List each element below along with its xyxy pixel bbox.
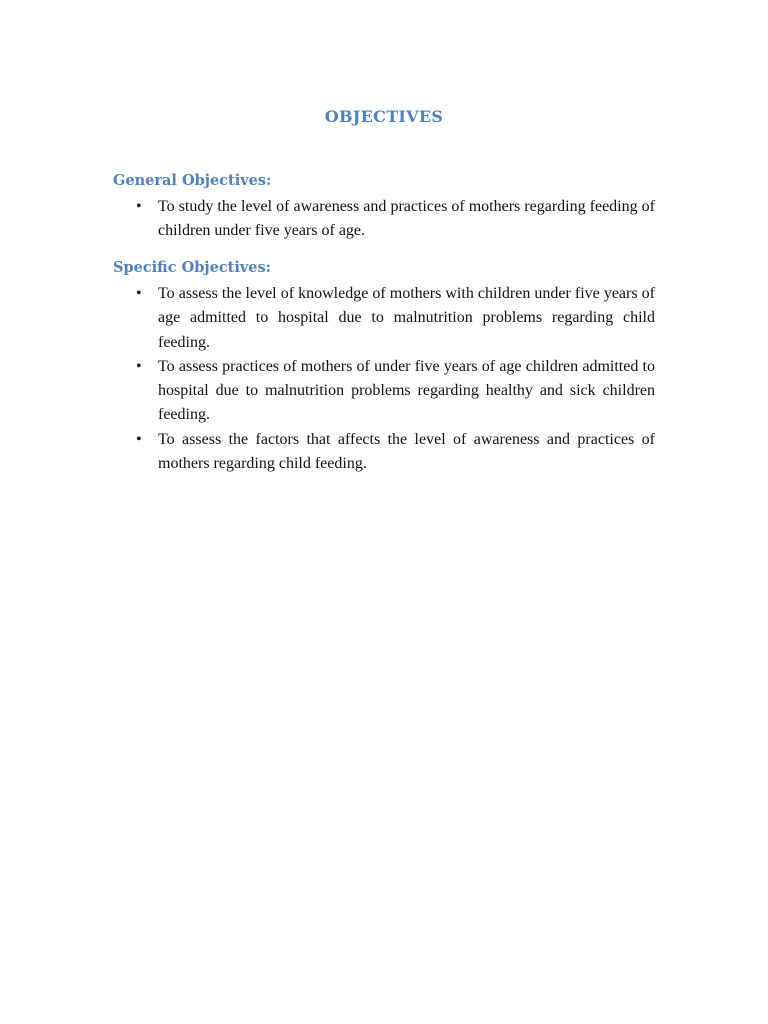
general-objectives-list bbox=[113, 195, 655, 244]
general-objectives-section bbox=[113, 171, 655, 244]
list-item bbox=[113, 195, 655, 244]
specific-objectives-list bbox=[113, 282, 655, 476]
list-item bbox=[113, 428, 655, 477]
page-title: OBJECTIVES bbox=[324, 107, 444, 126]
objective-text: To assess the factors that affects the level of awareness and practices of mothers regarding child feeding. bbox=[158, 430, 655, 473]
bullet-icon: • bbox=[136, 430, 142, 448]
list-item bbox=[113, 355, 655, 428]
specific-objectives-heading: Specific Objectives: bbox=[113, 259, 272, 276]
bullet-icon: • bbox=[136, 198, 142, 215]
objective-text: To assess practices of mothers of under five years of age children admitted to hospital due to malnutrition problems regarding healthy and sick children feeding. bbox=[158, 357, 655, 424]
general-objectives-heading: General Objectives: bbox=[113, 172, 272, 189]
specific-objectives-section bbox=[113, 258, 655, 476]
bullet-icon: • bbox=[136, 357, 142, 375]
objective-text: To study the level of awareness and practices of mothers regarding feeding of children under five years of age. bbox=[158, 198, 655, 240]
bullet-icon: • bbox=[136, 285, 142, 302]
list-item bbox=[113, 282, 655, 355]
objective-text: To assess the level of knowledge of mothers with children under five years of age admitted to hospital due to malnutrition problems regarding child feeding. bbox=[158, 285, 655, 351]
